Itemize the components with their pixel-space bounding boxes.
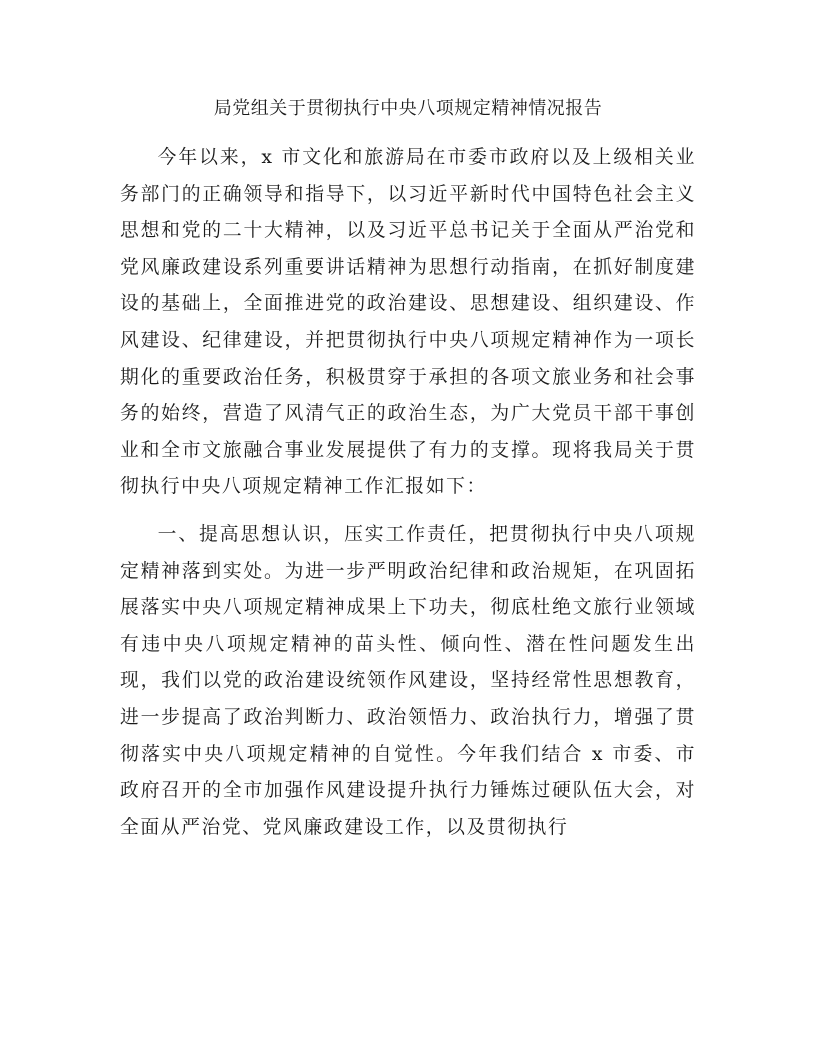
body-paragraph-intro: 今年以来，x 市文化和旅游局在市委市政府以及上级相关业务部门的正确领导和指导下，以习近平新时代中国特色社会主义思想和党的二十大精神，以及习近平总书记关于全面从严治党和党风廉政建设系列重要讲话精神为思想行动指南，在抓好制度建设的基础上，全面推进党的政治建设、思想建设、组织建设、作风建设、纪律建设，并把贯彻执行中央八项规定精神作为一项长期化的重要政治任务，积极贯穿于承担的各项文旅业务和社会事务的始终，营造了风清气正的政治生态，为广大党员干部干事创业和全市文旅融合事业发展提供了有力的支撑。现将我局关于贯彻执行中央八项规定精神工作汇报如下： xyxy=(120,147,696,498)
document-title: 局党组关于贯彻执行中央八项规定精神情况报告 xyxy=(213,98,603,119)
body-paragraph-section-one: 一、提高思想认识，压实工作责任，把贯彻执行中央八项规定精神落到实处。为进一步严明政治纪律和政治规矩，在巩固拓展落实中央八项规定精神成果上下功夫，彻底杜绝文旅行业领域有违中央八项规定精神的苗头性、倾向性、潜在性问题发生出现，我们以党的政治建设统领作风建设，坚持经常性思想教育，进一步提高了政治判断力、政治领悟力、政治执行力，增强了贯彻落实中央八项规定精神的自觉性。今年我们结合 x 市委、市政府召开的全市加强作风建设提升执行力锤炼过硬队伍大会，对全面从严治党、党风廉政建设工作，以及贯彻执行 xyxy=(120,524,696,838)
